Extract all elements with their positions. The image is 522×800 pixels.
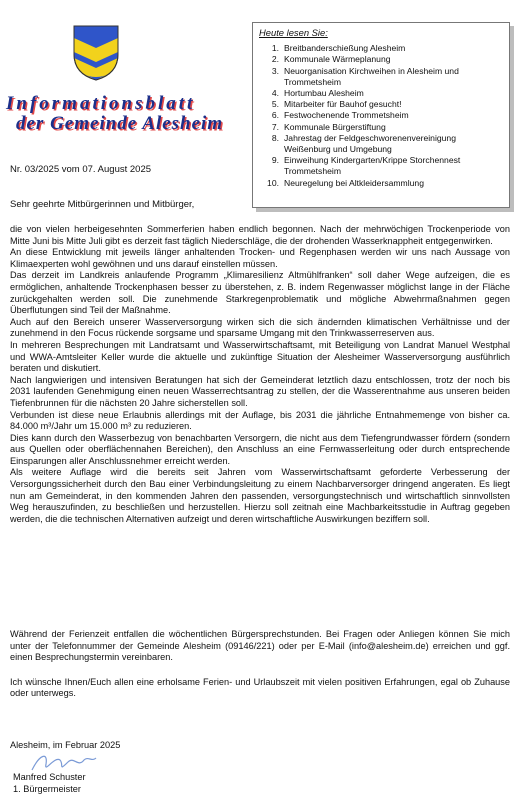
- masthead: [6, 94, 226, 134]
- toc-item-number: 9.: [271, 155, 279, 166]
- toc-item-text: Kommunale Bürgerstiftung: [284, 121, 386, 132]
- toc-item-number: 4.: [271, 88, 279, 99]
- body-paragraph: Dies kann durch den Wasserbezug von benachbarten Versorgern, die nicht aus dem Tiefengrundwasser fördern (sondern aus Quellen oder oberflächennahen Bereichen), den Anschluss an eine Fernwasserleitung oder durch entsprechende Einsparungen aller Anschlussnehmer erreicht werden.: [10, 432, 510, 466]
- body-paragraph: Das derzeit im Landkreis anlaufende Programm „Klimaresilienz Altmühlfranken“ soll daher Wege aufzeigen, die es ermöglichen, anhaltende Trockenphasen besser zu überstehen, z. B. indem Regenwasser möglichst lange in der Fläche zurückgehalten werden soll. Die zunehmende Starkregenproblematik und mögliche Abwehrmaßnahmen gegen Überflutungen sind Teil der Maßnahme.: [10, 270, 510, 316]
- body-paragraph: In mehreren Besprechungen mit Landratsamt und Wasserwirtschaftsamt, mit Beteiligung von Landrat Manuel Westphal und WWA-Amtsleiter Keller wurde die aktuelle und zukünftige Situation der Alesheimer Wasserversorgung ausführlich beraten und diskutiert.: [10, 339, 510, 374]
- toc-item-text: Jahrestag der Feldgeschworenenvereinigung Weißenburg und Umgebung: [284, 132, 456, 155]
- toc-item-number: 10.: [267, 177, 279, 188]
- toc-title: Heute lesen Sie:: [259, 27, 328, 38]
- masthead-subtitle: der Gemeinde Alesheim: [16, 113, 224, 134]
- toc-item-text: Neuorganisation Kirchweihen in Alesheim und Trommetsheim: [284, 65, 459, 87]
- toc-item: [259, 178, 503, 189]
- signer: [13, 772, 86, 795]
- toc-item-number: 1.: [271, 43, 279, 54]
- body-paragraph: Als weitere Auflage wird die bereits seit Jahren vom Wasserwirtschaftsamt geforderte Verbesserung der Versorgungssicherheit durch den Bau einer Verbindungsleitung zu einem Nachbarversorger dringend angeraten. Es liegt nun am Gemeinderat, in den kommenden Jahren den passenden, versorgungstechnisch und wirtschaftlich sinnvollsten Weg herauszufinden, zu beschließen und herzustellen. Hierzu soll zeitnah eine Machbarkeitsstudie in Auftrag gegeben werden, die die technischen Alternativen aufzeigt und deren wirtschaftliche Auswirkungen beziffern soll.: [10, 467, 510, 524]
- toc-item-text: Festwochenende Trommetsheim: [284, 110, 409, 121]
- toc-item-text: Breitbanderschießung Alesheim: [284, 43, 406, 54]
- toc-item: [259, 133, 503, 155]
- table-of-contents: [252, 22, 510, 208]
- toc-item-number: 2.: [271, 54, 279, 65]
- toc-list: [259, 43, 503, 189]
- toc-item-text: Hortumbau Alesheim: [284, 88, 364, 99]
- toc-item: [259, 54, 503, 65]
- toc-item: [259, 66, 503, 88]
- body-paragraph: Nach langwierigen und intensiven Beratungen hat sich der Gemeinderat letztlich dazu entschlossen, trotz der noch bis 2031 laufenden Genehmigung einen neuen Wasserrechtsantrag zu stellen, der die Wasserentnahme aus unseren beiden Tiefenbrunnen für die nächsten 20 Jahre sicherstellen soll.: [10, 374, 510, 408]
- toc-item: [259, 88, 503, 99]
- toc-item-number: 7.: [271, 121, 279, 132]
- closing-paragraph: Während der Ferienzeit entfallen die wöchentlichen Bürgersprechstunden. Bei Fragen oder Anliegen können Sie mich unter der Telefonnummer der Gemeinde Alesheim (09146/221) oder per E-Mail (info@alesheim.de) erreichen und ggf. einen Besprechungstermin vereinbaren.: [10, 629, 510, 663]
- toc-item-number: 3.: [271, 65, 279, 76]
- toc-item-text: Einweihung Kindergarten/Krippe Storchennest Trommetsheim: [284, 155, 461, 177]
- toc-item: [259, 99, 503, 110]
- coat-of-arms-icon: [72, 24, 120, 82]
- place-date: Alesheim, im Februar 2025: [10, 740, 121, 750]
- toc-item-number: 6.: [271, 110, 279, 121]
- toc-item: [259, 110, 503, 121]
- toc-item: [259, 155, 503, 177]
- body-paragraph: An diese Entwicklung mit jeweils länger anhaltenden Trocken- und Regenphasen werden wir uns nach Aussage von Klimaexperten wohl gewöhnen und uns darauf einstellen müssen.: [10, 247, 510, 269]
- toc-item: [259, 122, 503, 133]
- toc-item-number: 5.: [271, 99, 279, 110]
- salutation: Sehr geehrte Mitbürgerinnen und Mitbürger,: [10, 199, 195, 210]
- signer-name: Manfred Schuster: [13, 772, 86, 782]
- toc-item-text: Neuregelung bei Altkleidersammlung: [284, 177, 424, 188]
- toc-item: [259, 43, 503, 54]
- issue-number: Nr. 03/2025 vom 07. August 2025: [10, 164, 152, 175]
- body-paragraph: Auch auf den Bereich unserer Wasserversorgung wirken sich die sich ändernden klimatischen Verhältnisse und der zunehmend in den Focus rückende sorgsame und sparsame Umgang mit den Trinkwasserreserven aus.: [10, 316, 510, 339]
- toc-item-text: Kommunale Wärmeplanung: [284, 54, 391, 65]
- toc-item-number: 8.: [271, 132, 279, 143]
- body-paragraph: Verbunden ist diese neue Erlaubnis allerdings mit der Auflage, bis 2031 die jährliche Entnahmemenge von bisher ca. 84.000 m³/Jahr um 15.000 m³ zu reduzieren.: [10, 409, 510, 432]
- toc-item-text: Mitarbeiter für Bauhof gesucht!: [284, 99, 402, 110]
- closing-paragraph: Ich wünsche Ihnen/Euch allen eine erholsame Ferien- und Urlaubszeit mit vielen positiven Erfahrungen, egal ob Zuhause oder unterwegs.: [10, 676, 510, 699]
- signer-title: 1. Bürgermeister: [13, 783, 81, 794]
- letter-closing: [10, 629, 510, 713]
- masthead-title: Informationsblatt: [6, 93, 196, 114]
- letter-body: [10, 224, 510, 525]
- body-paragraph: die von vielen herbeigesehnten Sommerferien haben endlich begonnen. Nach der mehrwöchigen Trockenperiode von Mitte Juni bis Mitte Juli gibt es derzeit fast täglich Niederschläge, die der drohenden Wasserknappheit entgegenwirken.: [10, 224, 510, 246]
